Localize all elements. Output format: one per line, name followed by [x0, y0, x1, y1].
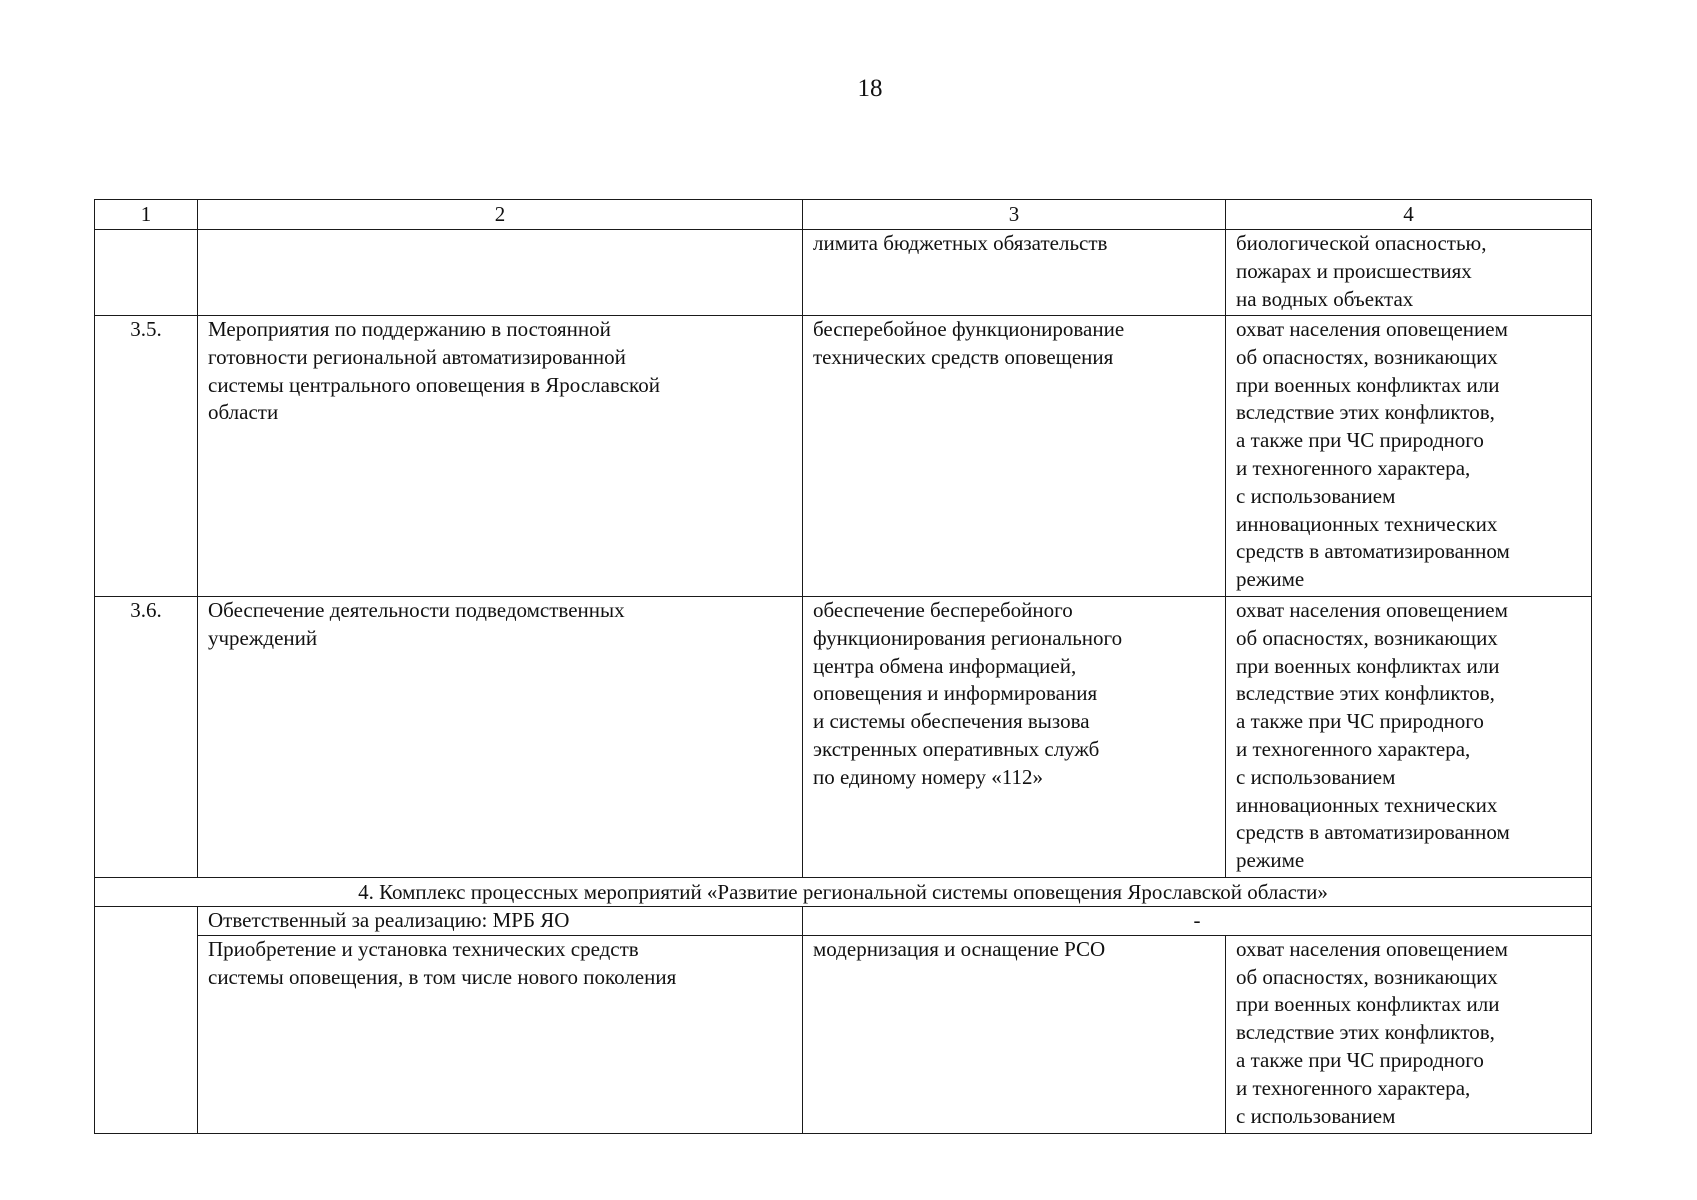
header-cell-2: 2 [198, 200, 803, 230]
header-cell-4: 4 [1226, 200, 1592, 230]
header-cell-1: 1 [95, 200, 198, 230]
result-cell: лимита бюджетных обязательств [803, 230, 1226, 316]
indicator-cell: охват населения оповещением об опасностях, возникающих при военных конфликтах или вследствие этих конфликтов, а также при ЧС природного и техногенного характера, с использованием [1226, 935, 1592, 1133]
indicator-cell: охват населения оповещением об опасностях, возникающих при военных конфликтах или вследствие этих конфликтов, а также при ЧС природного и техногенного характера, с использованием инновационных технических средств в автоматизированном режиме [1226, 597, 1592, 878]
table-header-row [95, 200, 1592, 230]
activity-cell: Мероприятия по поддержанию в постоянной готовности региональной автоматизированной системы центрального оповещения в Ярославской области [198, 316, 803, 597]
responsible-value: - [803, 907, 1592, 936]
result-cell: обеспечение бесперебойного функционирования регионального центра обмена информацией, оповещения и информирования и системы обеспечения вызова экстренных оперативных служб по единому номеру «112» [803, 597, 1226, 878]
section-4-title-row [95, 878, 1592, 907]
activity-cell: Приобретение и установка технических средств системы оповещения, в том числе нового поколения [198, 935, 803, 1133]
indicator-cell: биологической опасностью, пожарах и происшествиях на водных объектах [1226, 230, 1592, 316]
result-cell: модернизация и оснащение РСО [803, 935, 1226, 1133]
header-cell-3: 3 [803, 200, 1226, 230]
page-number: 18 [857, 75, 883, 102]
activity-cell: Обеспечение деятельности подведомственных учреждений [198, 597, 803, 878]
row-number-cell [95, 907, 198, 1134]
indicator-cell: охват населения оповещением об опасностях, возникающих при военных конфликтах или вследствие этих конфликтов, а также при ЧС природного и техногенного характера, с использованием инновационных технических средств в автоматизированном режиме [1226, 316, 1592, 597]
activity-cell [198, 230, 803, 316]
section-4-title: 4. Комплекс процессных мероприятий «Развитие региональной системы оповещения Ярославской области» [95, 878, 1592, 907]
responsible-row [95, 907, 1592, 936]
row-number-cell: 3.6. [95, 597, 198, 878]
table-row-continuation [95, 230, 1592, 316]
table-row-4-1 [95, 935, 1592, 1133]
responsible-label: Ответственный за реализацию: МРБ ЯО [198, 907, 803, 936]
table-row-3-5 [95, 316, 1592, 597]
row-number-cell [95, 230, 198, 316]
row-number-cell: 3.5. [95, 316, 198, 597]
result-cell: бесперебойное функционирование технических средств оповещения [803, 316, 1226, 597]
measures-table [94, 199, 1592, 1134]
table-row-3-6 [95, 597, 1592, 878]
